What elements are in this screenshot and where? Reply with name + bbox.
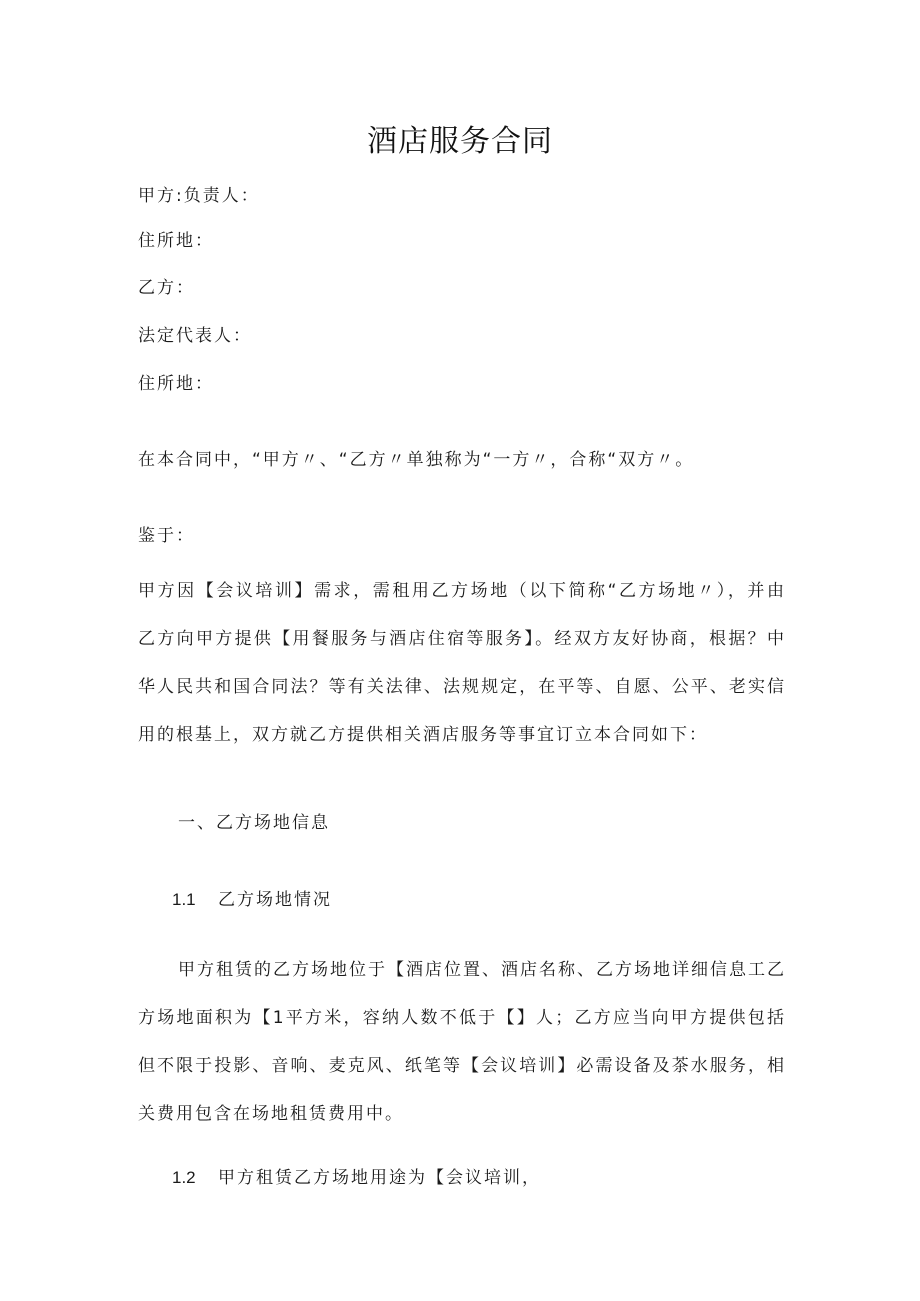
whereas-paragraph: 甲方因【会议培训】需求，需租用乙方场地（以下简称“乙方场地〃），并由乙方向甲方提供【用餐服务与酒店住宿等服务】。经双方友好协商，根据？中华人民共和国合同法？等有关法律、法规规定，在平等、自愿、公平、老实信用的根基上，双方就乙方提供相关酒店服务等事宜订立本合同如下： — [138, 581, 786, 745]
party-b-legal-representative: 法定代表人： — [138, 326, 252, 346]
party-a-address: 住所地： — [138, 231, 214, 251]
document-title: 酒店服务合同 — [367, 124, 553, 159]
definitions-paragraph: 在本合同中，“甲方〃、“乙方〃单独称为“一方〃，合称“双方〃。 — [138, 450, 695, 470]
whereas-label: 鉴于： — [138, 526, 195, 546]
section-1-heading: 一、乙方场地信息 — [178, 813, 330, 833]
party-b: 乙方： — [138, 278, 195, 298]
clause-1-1-heading — [172, 885, 332, 910]
clause-number: 1.1 — [172, 890, 196, 909]
clause-1-1-paragraph: 甲方租赁的乙方场地位于【酒店位置、酒店名称、乙方场地详细信息工乙方场地面积为【1平方米，容纳人数不低于【】人；乙方应当向甲方提供包括但不限于投影、音响、麦克风、纸笔等【会议培训】必需设备及茶水服务，相关费用包含在场地租赁费用中。 — [138, 960, 786, 1124]
clause-title: 乙方场地情况 — [218, 890, 332, 910]
clause-number: 1.2 — [172, 1168, 196, 1187]
clause-title: 甲方租赁乙方场地用途为【会议培训， — [218, 1168, 541, 1188]
party-b-address: 住所地： — [138, 374, 214, 394]
clause-1-2-heading — [172, 1163, 541, 1188]
party-a-responsible: 甲方:负责人： — [138, 186, 260, 206]
